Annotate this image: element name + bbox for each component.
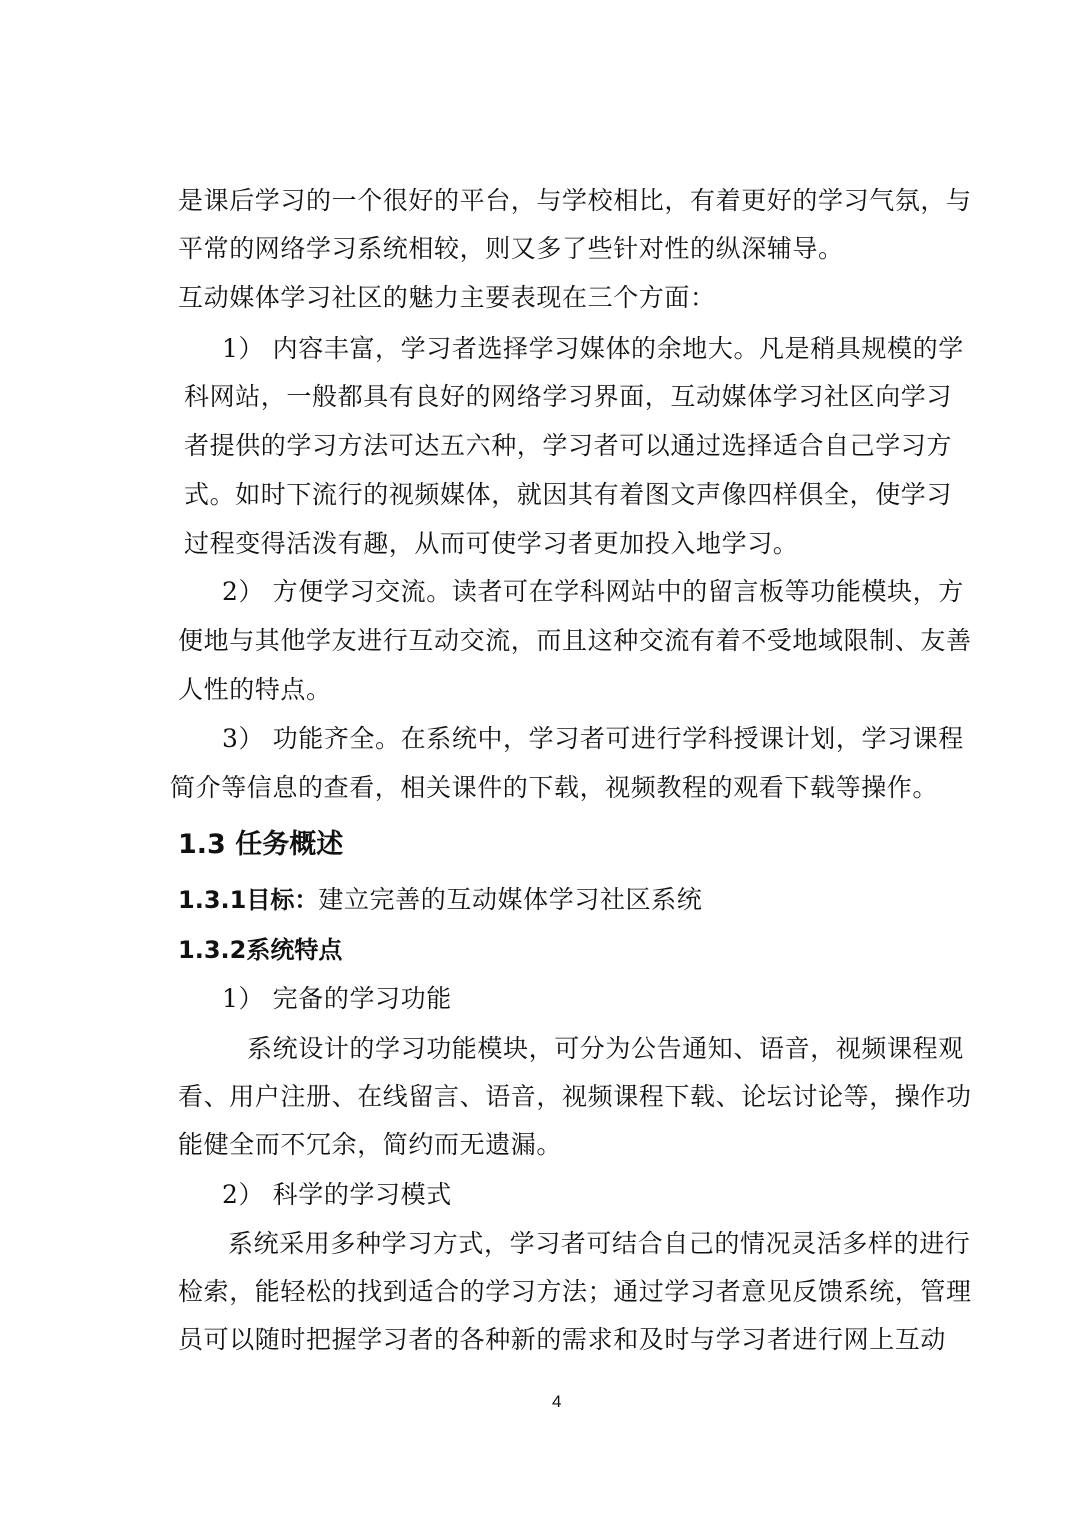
subsection-1-3-2-label: 系统特点 [246, 936, 343, 964]
feature-1-line-1: 1） 内容丰富，学习者选择学习媒体的余地大。凡是稍具规模的学 [222, 334, 964, 363]
feature-1-line-5: 过程变得活泼有趣，从而可使学习者更加投入地学习。 [184, 529, 799, 558]
characteristic-2-line-3: 员可以随时把握学习者的各种新的需求和及时与学习者进行网上互动 [178, 1325, 947, 1354]
page-number: 4 [552, 1392, 562, 1411]
intro-line-1: 是课后学习的一个很好的平台，与学校相比，有着更好的学习气氛，与 [178, 186, 972, 215]
subsection-1-3-1-number: 1.3.1 [178, 886, 247, 914]
feature-2-line-3: 人性的特点。 [178, 675, 332, 704]
feature-2-line-1: 2） 方便学习交流。读者可在学科网站中的留言板等功能模块，方 [222, 577, 964, 606]
subsection-1-3-2 [178, 935, 342, 965]
characteristic-2-line-1: 系统采用多种学习方式，学习者可结合自己的情况灵活多样的进行 [228, 1229, 971, 1258]
intro-line-3: 互动媒体学习社区的魅力主要表现在三个方面： [178, 283, 716, 312]
subsection-1-3-1-label: 目标： [246, 886, 319, 914]
subsection-1-3-1 [178, 885, 702, 915]
characteristic-1-line-2: 看、用户注册、在线留言、语音，视频课程下载、论坛讨论等，操作功 [178, 1082, 972, 1111]
characteristic-2-line-2: 检索，能轻松的找到适合的学习方法；通过学习者意见反馈系统，管理 [178, 1277, 972, 1306]
subsection-1-3-1-text: 建立完善的互动媒体学习社区系统 [318, 885, 703, 914]
feature-1-line-3: 者提供的学习方法可达五六种，学习者可以通过选择适合自己学习方 [184, 431, 953, 460]
subsection-1-3-2-number: 1.3.2 [178, 936, 247, 964]
characteristic-2-title: 2） 科学的学习模式 [222, 1180, 452, 1209]
characteristic-1-line-1: 系统设计的学习功能模块，可分为公告通知、语音，视频课程观 [247, 1034, 964, 1063]
intro-line-2: 平常的网络学习系统相较，则又多了些针对性的纵深辅导。 [178, 234, 844, 263]
feature-3-line-2: 简介等信息的查看，相关课件的下载，视频教程的观看下载等操作。 [170, 773, 939, 802]
characteristic-1-title: 1） 完备的学习功能 [222, 984, 452, 1013]
section-heading: 1.3 任务概述 [178, 829, 344, 860]
feature-1-line-4: 式。如时下流行的视频媒体，就因其有着图文声像四样俱全，使学习 [184, 480, 953, 509]
feature-1-line-2: 科网站，一般都具有良好的网络学习界面，互动媒体学习社区向学习 [184, 382, 953, 411]
feature-2-line-2: 便地与其他学友进行互动交流，而且这种交流有着不受地域限制、友善 [178, 626, 972, 655]
feature-3-line-1: 3） 功能齐全。在系统中，学习者可进行学科授课计划，学习课程 [222, 724, 964, 753]
characteristic-1-line-3: 能健全而不冗余，简约而无遗漏。 [178, 1130, 563, 1159]
